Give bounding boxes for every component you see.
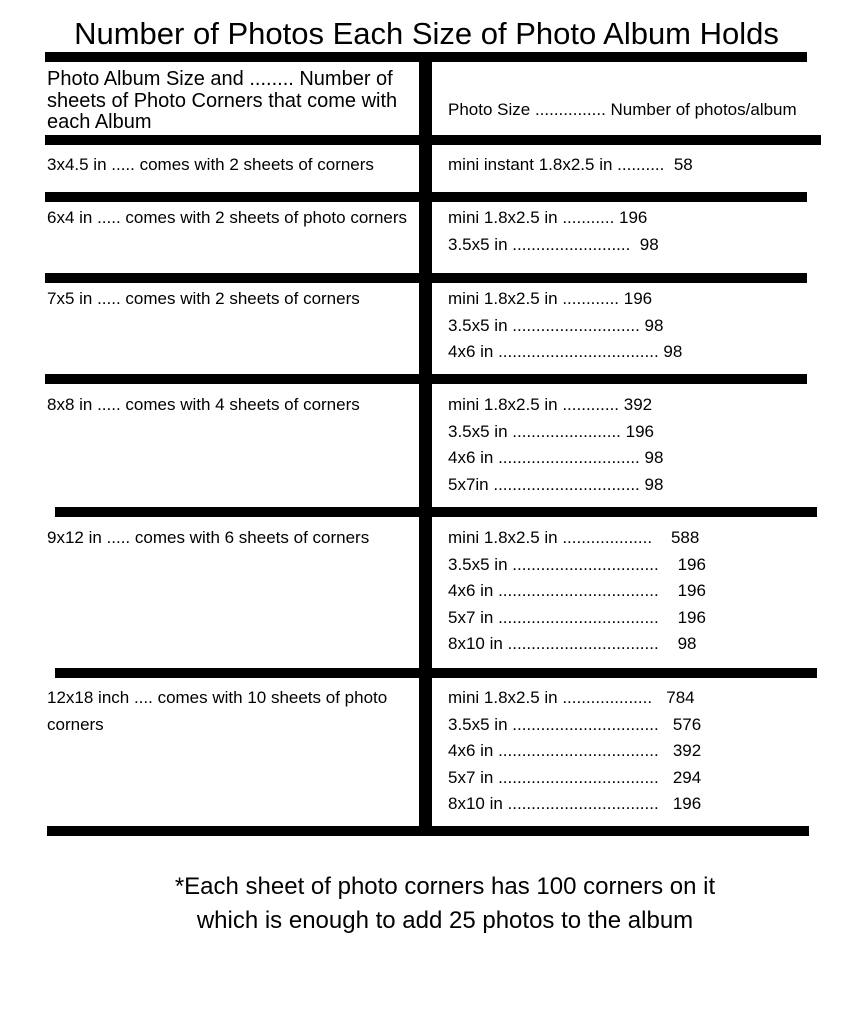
album-size-cell: 12x18 inch .... comes with 10 sheets of photo corners: [47, 688, 388, 734]
footnote-line: which is enough to add 25 photos to the album: [196, 907, 694, 934]
photo-count-line: 3.5x5 in ....................... 196: [448, 421, 654, 441]
photo-count-line: 4x6 in .................................. 392: [448, 741, 702, 761]
photo-count-line: 5x7 in .................................. 294: [448, 767, 702, 787]
footnote: [0, 870, 853, 938]
album-size-cell: 3x4.5 in ..... comes with 2 sheets of corners: [47, 155, 374, 174]
album-size-cell: 6x4 in ..... comes with 2 sheets of photo corners: [47, 208, 408, 227]
header-album-size: Photo Album Size and ........ Number of sheets of Photo Corners that come with each Album: [47, 68, 398, 133]
album-size-cell: 9x12 in ..... comes with 6 sheets of corners: [47, 528, 370, 547]
photo-count-line: 5x7 in .................................. 196: [448, 607, 706, 627]
photo-count-cell: [448, 286, 848, 366]
photo-count-cell: [448, 685, 848, 818]
row-divider: [55, 507, 817, 517]
photo-count-line: mini 1.8x2.5 in ................... 784: [448, 688, 695, 707]
page-title: Number of Photos Each Size of Photo Album Holds: [74, 16, 779, 51]
album-size-cell: 7x5 in ..... comes with 2 sheets of corners: [47, 289, 360, 308]
photo-count-cell: [448, 205, 848, 258]
album-size-cell: 8x8 in ..... comes with 4 sheets of corners: [47, 395, 360, 414]
photo-count-line: 5x7in ............................... 98: [448, 474, 664, 494]
photo-count-cell: [448, 152, 848, 179]
photo-count-line: mini 1.8x2.5 in ............ 196: [448, 289, 653, 308]
photo-count-line: 4x6 in .................................. 196: [448, 581, 706, 601]
table-top-rule: [45, 52, 807, 62]
photo-count-line: 8x10 in ................................ 98: [448, 634, 697, 654]
photo-count-line: mini instant 1.8x2.5 in .......... 58: [448, 155, 693, 174]
photo-count-line: 3.5x5 in ........................... 98: [448, 315, 664, 335]
photo-count-line: mini 1.8x2.5 in ................... 588: [448, 528, 700, 547]
photo-count-line: 4x6 in .............................. 98: [448, 448, 664, 468]
row-divider: [55, 668, 817, 678]
photo-count-cell: [448, 392, 848, 498]
footnote-line: *Each sheet of photo corners has 100 corners on it: [174, 873, 716, 900]
photo-count-line: mini 1.8x2.5 in ............ 392: [448, 395, 653, 414]
photo-count-line: 3.5x5 in ............................... 196: [448, 554, 706, 574]
photo-count-cell: [448, 525, 848, 658]
photo-count-line: 8x10 in ................................ 196: [448, 794, 702, 814]
header-photo-size: Photo Size ............... Number of photos/album: [448, 100, 797, 119]
column-divider: [419, 62, 432, 830]
photo-count-line: 3.5x5 in ......................... 98: [448, 234, 659, 254]
photo-count-line: 3.5x5 in ............................... 576: [448, 714, 702, 734]
photo-count-line: 4x6 in .................................. 98: [448, 342, 683, 362]
photo-count-line: mini 1.8x2.5 in ........... 196: [448, 208, 648, 227]
header-bottom-rule: [45, 135, 821, 145]
